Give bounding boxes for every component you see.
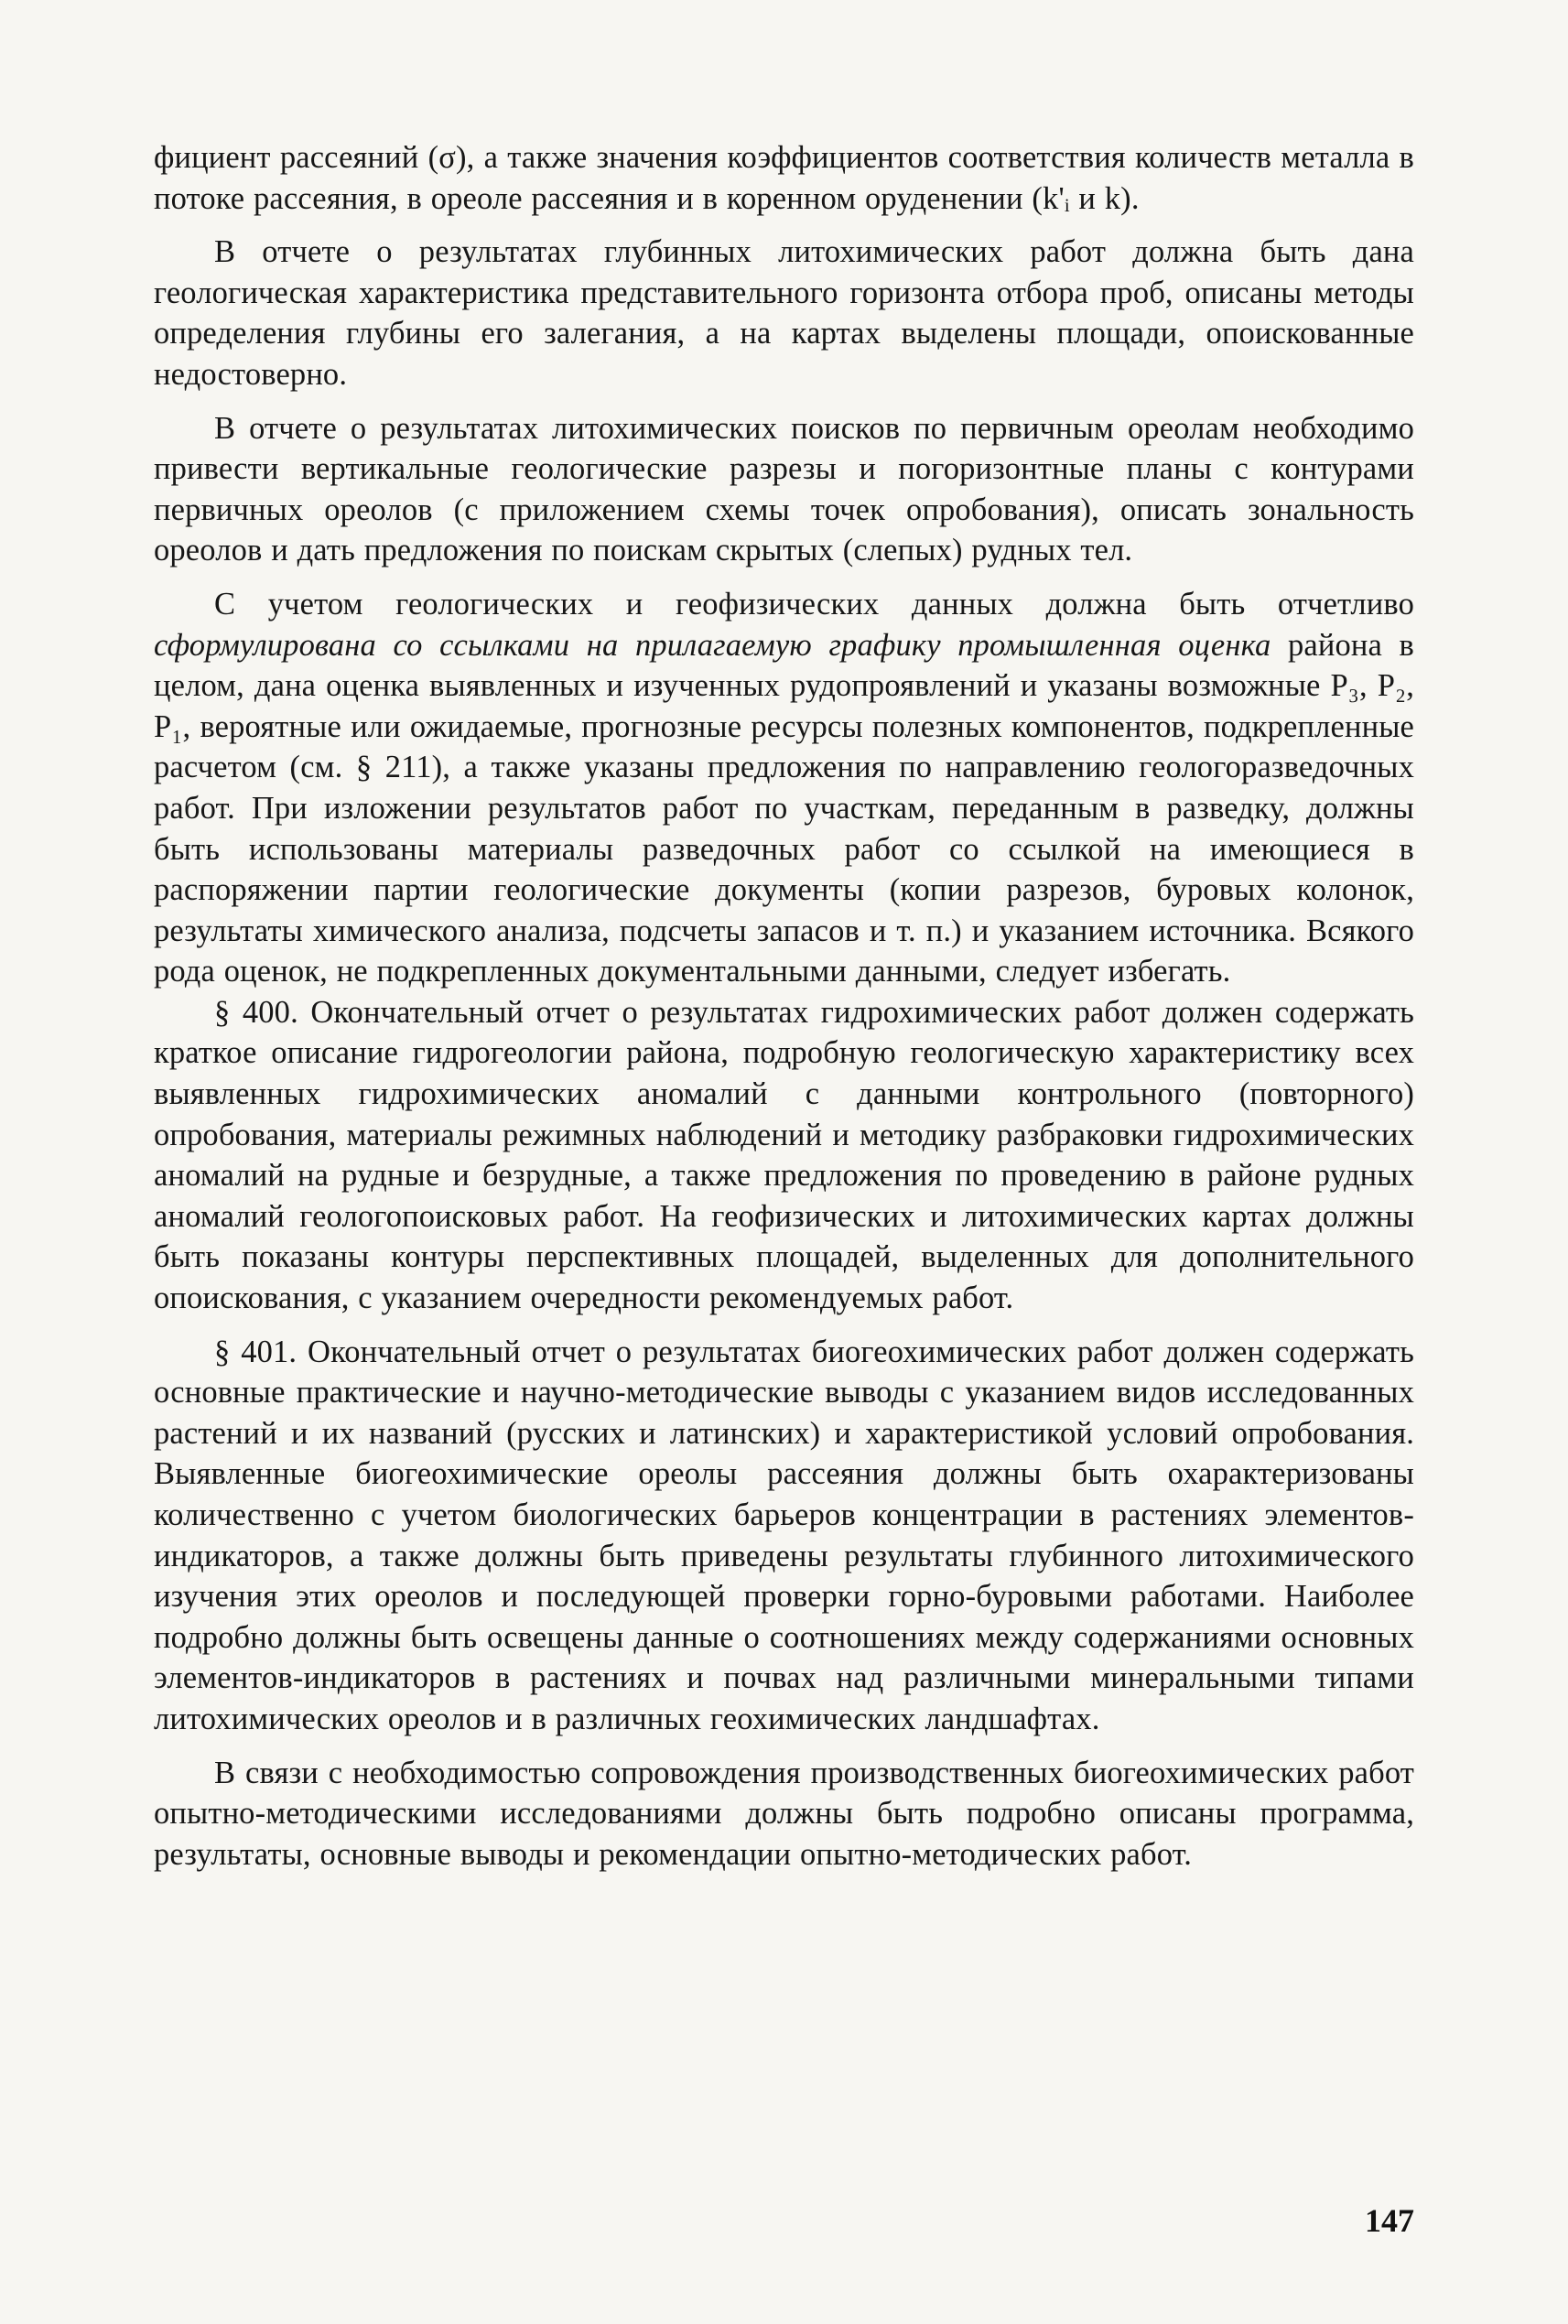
paragraph-continuation: фициент рассеяний (σ), а также значения коэффициентов соответствия количеств металла в потоке рассеяния, в ореоле рассеяния и в коренном оруденении (k'ᵢ и k). — [154, 140, 1414, 216]
paragraph-industrial-assessment — [154, 584, 1414, 992]
italic-emphasis: сформулирована со ссылками на прилагаемую графику промышленная оценка — [154, 627, 1271, 663]
document-page — [154, 137, 1414, 2261]
page-number: 147 — [1365, 2202, 1414, 2239]
paragraph-text-rest: района в целом, дана оценка выявленных и изученных рудопроявлений и указаны возможные P₃, P₂, P₁, вероятные или ожидаемые, прогнозные ресурсы полезных компонентов, подкрепленные расчетом (см. § 211), а также указаны предложения по направлению геологоразведочных работ. При изложении результатов работ по участкам, переданным в разведку, должны быть использованы материалы разведочных работ со ссылкой на имеющиеся в распоряжении партии геологические документы (копии разрезов, буровых колонок, результаты химического анализа, подсчеты запасов и т. п.) и указанием источника. Всякого рода оценок, не подкрепленных документальными данными, следует избегать. — [154, 627, 1414, 989]
paragraph-text-lead: С учетом геологических и геофизических данных должна быть отчетливо — [214, 586, 1414, 622]
section-400-paragraph: § 400. Окончательный отчет о результатах гидрохимических работ должен содержать краткое описание гидрогеологии района, подробную геологическую характеристику всех выявленных гидрохимических аномалий с данными контрольного (повторного) опробования, материалы режимных наблюдений и методику разбраковки гидрохимических аномалий на рудные и безрудные, а также предложения по проведению в районе рудных аномалий геологопоисковых работ. На геофизических и литохимических картах должны быть показаны контуры перспективных площадей, выделенных для дополнительного опоискования, с указанием очередности рекомендуемых работ. — [154, 994, 1414, 1316]
paragraph-primary-halos: В отчете о результатах литохимических поисков по первичным ореолам необходимо привести вертикальные геологические разрезы и погоризонтные планы с контурами первичных ореолов (с приложением схемы точек опробования), описать зональность ореолов и дать предложения по поискам скрытых (слепых) рудных тел. — [154, 410, 1414, 568]
section-401-paragraph: § 401. Окончательный отчет о результатах биогеохимических работ должен содержать основные практические и научно-методические выводы с указанием видов исследованных растений и их названий (русских и латинских) и характеристикой условий опробования. Выявленные биогеохимические ореолы рассеяния должны быть охарактеризованы количественно с учетом биологических барьеров концентрации в растениях элементов-индикаторов, а также должны быть приведены результаты глубинного литохимического изучения этих ореолов и последующей проверки горно-буровыми работами. Наиболее подробно должны быть освещены данные о соотношениях между содержаниями основных элементов-индикаторов в растениях и почвах над различными минеральными типами литохимических ореолов и в различных геохимических ландшафтах. — [154, 1334, 1414, 1736]
paragraph-methodological-support: В связи с необходимостью сопровождения производственных биогеохимических работ опытно-методическими исследованиями должны быть подробно описаны программа, результаты, основные выводы и рекомендации опытно-методических работ. — [154, 1755, 1414, 1872]
paragraph-deep-lithochemical: В отчете о результатах глубинных литохимических работ должна быть дана геологическая характеристика представительного горизонта отбора проб, описаны методы определения глубины его залегания, а на картах выделены площади, опоискованные недостоверно. — [154, 234, 1414, 392]
